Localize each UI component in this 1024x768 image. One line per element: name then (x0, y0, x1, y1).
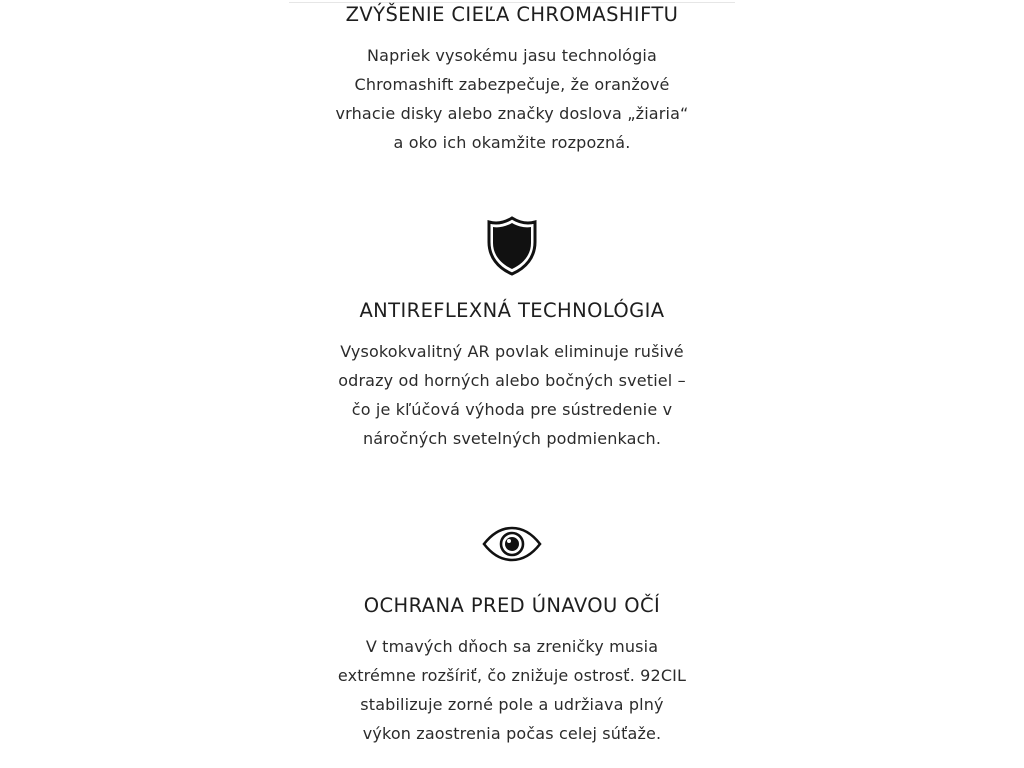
feature-description-line: vrhacie disky alebo značky doslova „žiaria“ (335, 104, 689, 123)
feature-title: ZVÝŠENIE CIEĽA CHROMASHIFTU (345, 3, 679, 26)
feature-description-line: extrémne rozšíriť, čo znižuje ostrosť. 92CIL (337, 666, 687, 685)
feature-description-line: stabilizuje zorné pole a udržiava plný (360, 695, 664, 714)
eye-icon (482, 526, 542, 562)
feature-antireflex (287, 216, 737, 453)
feature-description-line: Napriek vysokému jasu technológia (367, 46, 657, 65)
feature-description (287, 337, 737, 453)
feature-title: ANTIREFLEXNÁ TECHNOLÓGIA (359, 299, 665, 322)
feature-list (287, 0, 737, 768)
feature-description-line: výkon zaostrenia počas celej súťaže. (362, 724, 662, 743)
feature-title: OCHRANA PRED ÚNAVOU OČÍ (363, 594, 661, 617)
feature-eye-fatigue (287, 526, 737, 748)
feature-description-line: náročných svetelných podmienkach. (362, 429, 662, 448)
feature-description-line: Chromashift zabezpečuje, že oranžové (354, 75, 670, 94)
feature-description-line: a oko ich okamžite rozpozná. (393, 133, 631, 152)
feature-chromashift (287, 0, 737, 157)
feature-description (287, 632, 737, 748)
feature-description (287, 41, 737, 157)
shield-icon (486, 216, 538, 276)
feature-description-line: Vysokokvalitný AR povlak eliminuje rušivé (340, 342, 684, 361)
feature-description-line: V tmavých dňoch sa zreničky musia (365, 637, 659, 656)
feature-description-line: čo je kľúčová výhoda pre sústredenie v (351, 400, 673, 419)
feature-description-line: odrazy od horných alebo bočných svetiel – (338, 371, 686, 390)
